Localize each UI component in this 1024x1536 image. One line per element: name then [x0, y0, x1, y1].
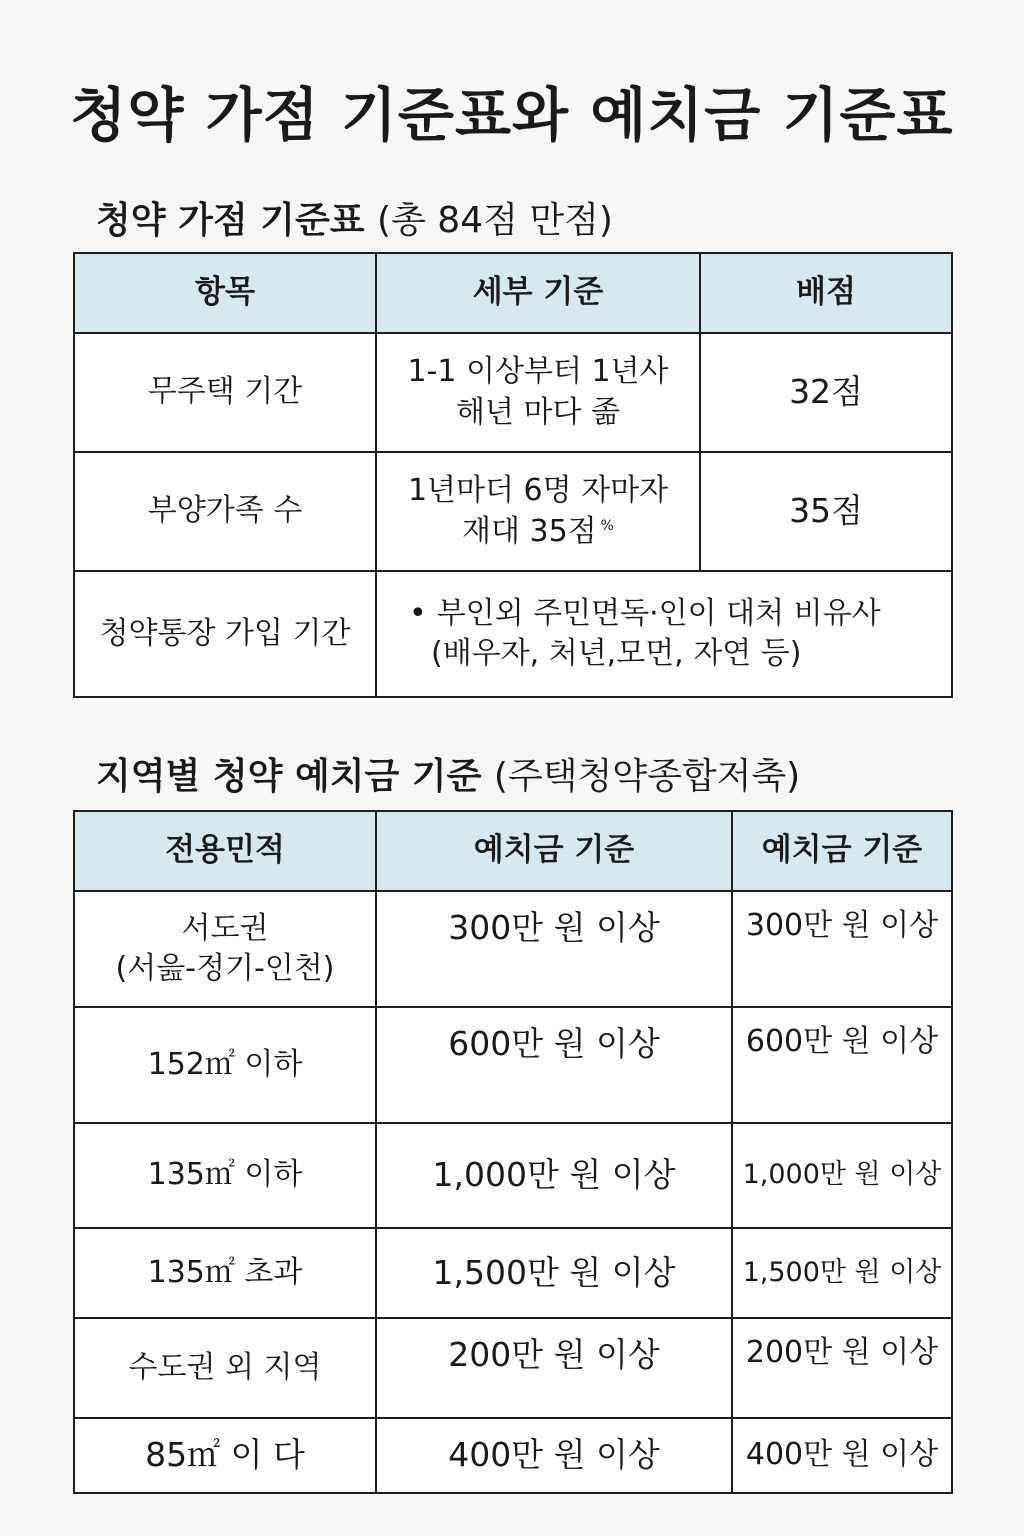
score-header-item: 항목	[74, 253, 376, 333]
score-section-title-main: 청약 가점 기준표	[96, 200, 365, 241]
deposit-area-cell: 135㎡ 이하	[74, 1123, 376, 1228]
table-row	[74, 1318, 952, 1418]
score-item-cell: 부양가족 수	[74, 452, 376, 571]
bullet-icon: •	[409, 595, 427, 631]
footnote-mark: %	[600, 517, 614, 534]
score-detail-line: 1년마더 6명 자마자	[407, 473, 669, 508]
score-header-points: 배점	[700, 253, 952, 333]
deposit-area-line: 서도권	[181, 910, 269, 946]
deposit-amount-cell: 1,500만 원 이상	[732, 1228, 952, 1318]
score-table-header-row	[74, 253, 952, 333]
deposit-header-amount: 예치금 기준	[376, 811, 732, 891]
deposit-amount-cell: 400만 원 이상	[376, 1418, 732, 1493]
deposit-amount-cell: 1,000만 원 이상	[376, 1123, 732, 1228]
deposit-table-header-row	[74, 811, 952, 891]
table-row	[74, 571, 952, 697]
score-header-detail: 세부 기준	[376, 253, 700, 333]
deposit-amount-cell: 1,500만 원 이상	[376, 1228, 732, 1318]
deposit-area-cell: 152㎡ 이하	[74, 1007, 376, 1123]
deposit-amount-cell: 200만 원 이상	[376, 1318, 732, 1418]
deposit-area-cell: 135㎡ 초과	[74, 1228, 376, 1318]
score-detail-cell	[376, 333, 700, 452]
score-detail-line: 1-1 이상부터 1년사	[407, 354, 669, 389]
score-detail-line	[383, 512, 693, 553]
score-detail-text: 부인외 주민면독·인이 대처 비유사	[436, 595, 881, 631]
deposit-amount-cell: 600만 원 이상	[732, 1007, 952, 1123]
deposit-area-cell: 수도권 외 지역	[74, 1318, 376, 1418]
score-detail-line	[409, 594, 945, 635]
page-title: 청약 가점 기준표와 예치금 기준표	[70, 81, 954, 149]
deposit-header-amount-2: 예치금 기준	[732, 811, 952, 891]
deposit-area-line: (서읊-정기-인천)	[115, 951, 335, 986]
table-row	[74, 333, 952, 452]
deposit-amount-cell: 1,000만 원 이상	[732, 1123, 952, 1228]
deposit-amount-cell: 400만 원 이상	[732, 1418, 952, 1493]
table-row	[74, 1007, 952, 1123]
score-section-title	[96, 192, 613, 243]
score-points-cell: 35점	[700, 452, 952, 571]
deposit-amount-cell: 200만 원 이상	[732, 1318, 952, 1418]
deposit-amount-cell: 300만 원 이상	[376, 891, 732, 1007]
score-detail-line: 해년 마다 졺	[456, 394, 620, 430]
table-row	[74, 452, 952, 571]
score-detail-text: 재대 35점	[462, 513, 597, 549]
deposit-area-cell: 85㎡ 이 다	[74, 1418, 376, 1493]
score-item-cell: 청약통장 가입 기간	[74, 571, 376, 697]
score-detail-line: (배우자, 처년,모먼, 자연 등)	[431, 636, 802, 671]
deposit-header-area: 전용민적	[74, 811, 376, 891]
score-detail-cell	[376, 571, 952, 697]
deposit-amount-cell: 600만 원 이상	[376, 1007, 732, 1123]
score-item-cell: 무주택 기간	[74, 333, 376, 452]
score-points-cell: 32점	[700, 333, 952, 452]
deposit-section-title-main: 지역별 청약 예치금 기준	[96, 756, 482, 797]
table-row	[74, 1228, 952, 1318]
table-row	[74, 1418, 952, 1493]
deposit-amount-cell: 300만 원 이상	[732, 891, 952, 1007]
deposit-section-title-sub: (주택청약종합저축)	[493, 756, 801, 797]
score-detail-cell	[376, 452, 700, 571]
deposit-section-title	[96, 748, 800, 799]
score-table	[73, 252, 953, 698]
table-row	[74, 1123, 952, 1228]
score-section-title-sub: (총 84점 만점)	[377, 200, 613, 241]
deposit-table	[73, 810, 953, 1494]
deposit-area-cell	[74, 891, 376, 1007]
table-row	[74, 891, 952, 1007]
